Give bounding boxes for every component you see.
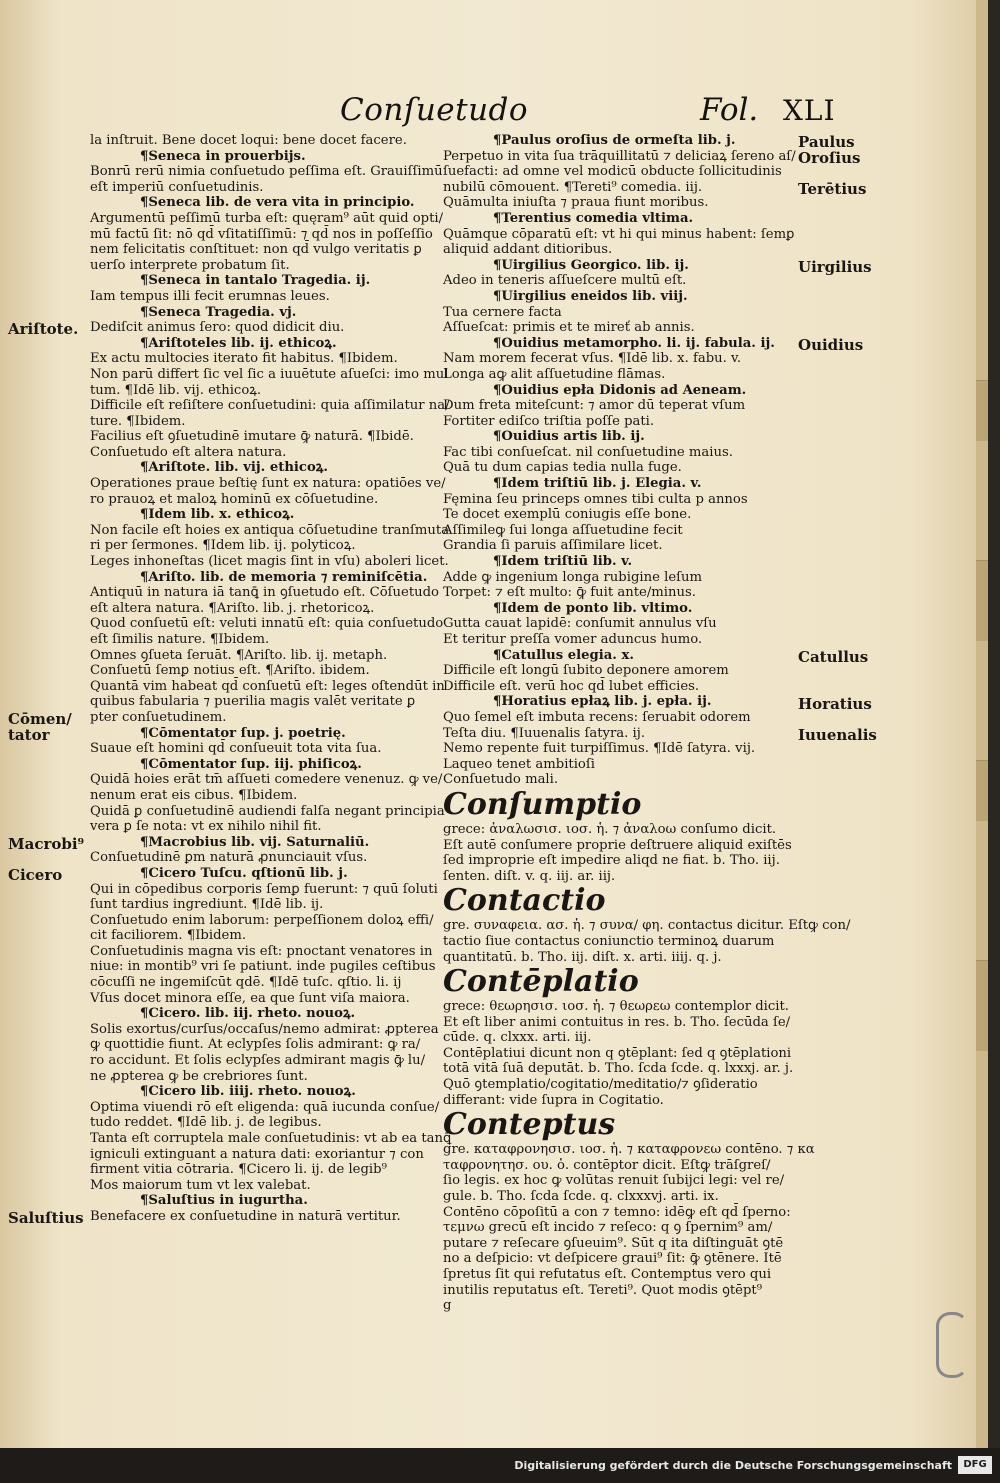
citation-heading: ¶Terentius comedia vltima.	[493, 210, 694, 226]
text-line: gre. συναφεια. ασ. ἡ. ⁊ συνα/ φη. contactus dicitur. Eſtꝙ con/	[443, 918, 851, 934]
text-line: Te docet exemplū coniugis eſſe bone.	[443, 507, 692, 523]
text-line: Torpet: ⁊ eſt multo: ꝙ̄ fuit ante/minus.	[443, 585, 696, 601]
text-line: Dediſcit animus ſero: quod didicit diu.	[90, 320, 345, 336]
citation-heading: ¶Macrobius lib. vij. Saturnaliū.	[140, 834, 370, 850]
text-line: tum. ¶Idē lib. vij. ethicoꝝ.	[90, 382, 262, 398]
text-line: Vſus docet minora eſſe, ea que ſunt viſa maiora.	[90, 990, 410, 1006]
text-line: Ex actu multocies iterato fit habitus. ¶Ibidem.	[90, 351, 398, 367]
right-margin-note: Iuuenalis	[798, 725, 877, 744]
text-line: ne ꝓpterea ꝙ be crebriores ſunt.	[90, 1068, 308, 1084]
running-header	[0, 92, 988, 132]
text-line: ſpretus ſit qui refutatus eſt. Contemptus vero qui	[443, 1267, 772, 1282]
left-margin-note: tator	[8, 725, 50, 744]
text-line: cūde. q. clxxx. arti. iij.	[443, 1030, 592, 1046]
left-margin-note: Saluſtius	[8, 1209, 84, 1228]
text-line: Longa aꝙ alit aſſuetudine flāmas.	[443, 366, 666, 382]
text-line: Quidā ꝑ conſuetudinē audiendi falſa negant principia	[90, 803, 445, 819]
text-line: grece: ἀναλωσισ. ιοσ. ἡ. ⁊ ἀναλοω conſumo dicit.	[443, 821, 777, 837]
lemma-heading: Conteptus	[443, 1107, 616, 1143]
text-line: eſt altera natura. ¶Ariſto. lib. j. rhetoricoꝝ.	[90, 600, 375, 616]
citation-heading: ¶Ariſtote. lib. vij. ethicoꝝ.	[140, 460, 328, 476]
citation-heading: ¶Cōmentator ſup. j. poetrię.	[140, 725, 346, 741]
text-line: igniculi extinguant a natura dati: exoriantur ⁊ con	[90, 1146, 424, 1162]
text-line: Fęmina ſeu princeps omnes tibi culta p annos	[443, 491, 748, 507]
citation-heading: ¶Seneca in prouerbijs.	[140, 148, 306, 164]
text-line: Mos maiorum tum vt lex valebat.	[90, 1177, 311, 1193]
text-line: Argumentū peſſimū turba eſt: quęram⁹ aūt quid opti/	[90, 210, 444, 226]
citation-heading: ¶Cicero. lib. iij. rheto. nouoꝝ.	[140, 1006, 356, 1022]
text-line: mū factū ſit: nō qd̄ vſitatiſſimū: ⁊ qd̄ nos in poſſeſſio	[90, 226, 433, 242]
citation-heading: ¶Catullus elegia. x.	[493, 647, 634, 663]
folio-label: Fol.	[700, 92, 759, 128]
text-line: Aſſueſcat: primis et te mireť ab annis.	[443, 320, 695, 336]
text-line: putare ⁊ reſecare ꝯſueuim⁹. Sūt q ita diſtinguāt ꝯtē	[443, 1235, 784, 1251]
lemma-heading: Contactio	[443, 883, 606, 919]
right-margin-note: Ouidius	[798, 335, 864, 354]
text-line: Conſuetudo enim laborum: perpeſſionem doloꝝ effi/	[90, 912, 434, 928]
text-line: nubilū cōmouent. ¶Tereti⁹ comedia. iij.	[443, 179, 703, 195]
citation-heading: ¶Uirgilius Georgico. lib. ij.	[493, 257, 689, 273]
citation-heading: ¶Ouidius metamorpho. li. ij. fabula. ij.	[493, 335, 775, 351]
text-line: Et teritur preſſa vomer aduncus humo.	[443, 632, 703, 647]
text-line: Solis exortus/curſus/occaſus/nemo admirat: ꝓpterea	[90, 1021, 439, 1037]
page-edge	[976, 0, 988, 1448]
right-margin-note: Catullus	[798, 647, 869, 666]
text-line: τεμνω grecū eſt incido ⁊ reſeco: q ꝯ ſpernim⁹ am/	[443, 1220, 773, 1236]
lemma-heading: Conſumptio	[443, 786, 642, 822]
text-line: Dum freta miteſcunt: ⁊ amor dū teperat vſum	[443, 398, 746, 414]
footer-credit: Digitalisierung gefördert durch die Deutsche Forschungsgemeinschaft	[514, 1459, 952, 1472]
text-line: Tua cernere facta	[443, 304, 562, 320]
text-line: ro prauoꝝ et maloꝝ hominū ex cōſuetudine.	[90, 491, 379, 507]
text-line: Conſuetudo mali.	[443, 772, 559, 788]
text-line: cōcuſſi ne ingemiſcūt qdē. ¶Idē tuſc. qſtio. li. ij	[90, 975, 402, 991]
citation-heading: ¶Idem triſtiū lib. v.	[493, 554, 633, 570]
right-margin-note: Oroſius	[798, 148, 861, 167]
text-line: grece: θεωρησισ. ιοσ. ἡ. ⁊ θεωρεω contemplor dicit.	[443, 999, 789, 1015]
text-line: totā vitā ſuā deputāt. b. Tho. ſcda ſcde. q. lxxxj. ar. j.	[443, 1061, 794, 1077]
text-line: Qui in cōpedibus corporis ſemꝑ fuerunt: ⁊ quū ſoluti	[90, 881, 438, 897]
right-margin-note: Terētius	[798, 179, 867, 198]
citation-heading: ¶Idem lib. x. ethicoꝝ.	[140, 507, 295, 523]
text-line: ture. ¶Ibidem.	[90, 413, 186, 429]
text-line: nenum erat eis cibus. ¶Ibidem.	[90, 787, 298, 803]
footer-bar	[0, 1448, 1000, 1483]
text-line: ri per ſermones. ¶Idem lib. ij. polyticoꝝ.	[90, 538, 356, 554]
text-line: Non parū differt ſic vel ſic a iuuētute aſueſci: imo mul	[90, 366, 449, 382]
text-line: Laqueo tenet ambitioſi	[443, 756, 595, 772]
citation-heading: ¶Ouidius artis lib. ij.	[493, 429, 645, 445]
text-line: ſenten. diſt. v. q. iij. ar. iij.	[443, 868, 616, 884]
text-line: Quo ſemel eſt imbuta recens: ſeruabit odorem	[443, 709, 751, 725]
left-margin-note: Cicero	[8, 866, 63, 885]
text-line: ſuefacti: ad omne vel modicū obducte ſollicitudinis	[443, 164, 782, 180]
text-line: Bonrū rerū nimia conſuetudo peſſima eſt. Grauiſſimū	[90, 164, 443, 180]
text-line: Iam tempus illi fecit erumnas leues.	[90, 288, 330, 304]
text-line: no a deſpicio: vt deſpicere graui⁹ ſit: ꝙ̄ ꝯtēnere. Itē	[443, 1251, 782, 1267]
text-line: Et eſt liber animi contuitus in res. b. Tho. ſecūda ſe/	[443, 1014, 791, 1030]
header-title: Conſuetudo	[340, 92, 529, 128]
text-line: Conſuetudinē ꝑm naturā ꝓnunciauit vſus.	[90, 850, 368, 866]
text-line: Quāmulta iniuſta ⁊ praua fiunt moribus.	[443, 195, 709, 211]
text-line: Facilius eſt ꝯſuetudinē imutare ꝙ̄ naturā. ¶Ibidē.	[90, 429, 414, 445]
text-line: Optima viuendi rō eſt eligenda: quā iucunda conſue/	[90, 1099, 440, 1115]
citation-heading: ¶Cicero lib. iiij. rheto. nouoꝝ.	[140, 1084, 356, 1100]
citation-heading: ¶Ariſto. lib. de memoria ⁊ reminiſcētia.	[140, 569, 428, 585]
text-line: Adeo in teneris aſſueſcere multū eſt.	[443, 273, 687, 289]
text-line: ταφρονητησ. ου. ὁ. contēptor dicit. Eſtꝙ trāſgreſ/	[443, 1157, 771, 1173]
text-line: Difficile eſt longū ſubito deponere amorem	[443, 663, 729, 679]
text-line: Grandia ſi paruis aſſimilare licet.	[443, 538, 663, 554]
text-line: la inſtruit. Bene docet loqui: bene docet facere.	[90, 133, 407, 148]
text-line: Quidā hoies erāt tm̄ aſſueti comedere venenuz. ꝙ ve/	[90, 772, 443, 788]
text-line: Antiquū in natura iā tanꝗ̄ in ꝯſuetudo eſt. Cōſuetudo	[90, 585, 439, 601]
text-line: Conſuetudinis magna vis eſt: pnoctant venatores in	[90, 943, 433, 959]
text-line: Suaue eſt homini qd̄ conſueuit tota vita ſua.	[90, 741, 382, 757]
citation-heading: ¶Cōmentator ſup. iij. phiſicoꝝ.	[140, 756, 362, 772]
dfg-logo: DFG	[958, 1456, 992, 1474]
text-line: Eſt autē conſumere proprie deſtruere aliquid exiſtēs	[443, 837, 792, 853]
citation-heading: ¶Idem de ponto lib. vltimo.	[493, 600, 693, 616]
text-line: ſunt tardius ingrediunt. ¶Idē lib. ij.	[90, 897, 324, 913]
text-line: gule. b. Tho. ſcda ſcde. q. clxxxvj. arti. ix.	[443, 1189, 719, 1205]
text-line: g	[443, 1298, 452, 1314]
citation-heading: ¶Seneca lib. de vera vita in principio.	[140, 195, 415, 211]
text-line: Adde ꝙ ingenium longa rubigine leſum	[443, 569, 703, 585]
left-column	[90, 133, 452, 1225]
text-line: Benefacere ex conſuetudine in naturā vertitur.	[90, 1208, 401, 1224]
edge-tab	[976, 960, 988, 1051]
text-line: Difficile eſt. verū hoc qd̄ lubet efficies.	[443, 678, 700, 694]
text-line: ꝙ quottidie fiunt. At eclypſes ſolis admirant: ꝙ ra/	[90, 1037, 421, 1053]
text-line: eſt imperiū conſuetudinis.	[90, 179, 264, 195]
text-line: Nam morem fecerat vſus. ¶Idē lib. x. fabu. v.	[443, 351, 742, 367]
text-line: differant: vide ſupra in Cogitatio.	[443, 1092, 664, 1108]
text-line: tudo reddet. ¶Idē lib. j. de legibus.	[90, 1115, 322, 1131]
text-line: pter conſuetudinem.	[90, 709, 227, 725]
text-line: Perpetuo in vita ſua trāquillitatū ⁊ deliciaꝝ ſereno aſ/	[443, 148, 796, 164]
text-line: Teſta diu. ¶Iuuenalis ſatyra. ij.	[443, 725, 646, 741]
citation-heading: ¶Cicero Tuſcu. qſtionū lib. j.	[140, 865, 348, 881]
text-line: cit faciliorem. ¶Ibidem.	[90, 928, 247, 944]
text-line: tactio ſiue contactus coniunctio terminoꝝ duarum	[443, 933, 775, 949]
text-line: uerſo interprete probatum ſit.	[90, 257, 290, 273]
text-line: Fac tibi conſueſcat. nil conſuetudine maius.	[443, 444, 733, 460]
text-line: Conſuetudo eſt altera natura.	[90, 444, 287, 460]
text-line: Tanta eſt corruptela male conſuetudinis: vt ab ea tanꝗ̄	[90, 1131, 452, 1146]
citation-heading: ¶Ouidius epła Didonis ad Aeneam.	[493, 382, 747, 398]
text-line: Operationes praue beſtię ſunt ex natura: opatiōes ve/	[90, 476, 446, 492]
right-margin-note: Paulus	[798, 133, 855, 151]
text-line: quantitatū. b. Tho. iij. diſt. x. arti. iiij. q. j.	[443, 949, 722, 965]
folio-number: XLI	[783, 94, 836, 127]
citation-heading: ¶Horatius epłaꝝ lib. j. epła. ij.	[493, 694, 712, 710]
text-line: Leges inhoneſtas (licet magis ſint in vſu) aboleri licet.	[90, 554, 449, 570]
citation-heading: ¶Idem triſtiū lib. j. Elegia. v.	[493, 476, 702, 492]
right-margin-note: Uirgilius	[798, 257, 872, 276]
text-line: ſed improprie eſt impedire aliqd ne fiat. b. Tho. iij.	[443, 853, 780, 869]
edge-tab	[976, 380, 988, 441]
text-line: nem felicitatis conſtituet: non qd̄ vulgo veritatis ꝑ	[90, 242, 422, 258]
text-line: ſio legis. ex hoc ꝙ volūtas renuit ſubijci legi: vel re/	[443, 1173, 785, 1189]
text-line: gre. καταφρονησισ. ιοσ. ἡ. ⁊ καταφρονεω contēno. ⁊ κα	[443, 1142, 815, 1158]
right-margin-note: Horatius	[798, 694, 872, 713]
left-margin-note: Macrobi⁹	[8, 835, 85, 853]
lemma-heading: Contēplatio	[443, 964, 639, 1000]
text-line: Quantā vim habeat qd̄ conſuetū eſt: leges oſtendūt in	[90, 678, 445, 694]
text-line: aliquid addant ditioribus.	[443, 242, 613, 258]
text-line: inutilis reputatus eſt. Tereti⁹. Quot modis ꝯtēpt⁹	[443, 1282, 762, 1298]
left-margin-note: Ariſtote.	[8, 320, 79, 339]
text-line: Quō ꝯtemplatio/cogitatio/meditatio/⁊ ꝯſideratio	[443, 1077, 758, 1093]
text-line: Nemo repente fuit turpiſſimus. ¶Idē ſatyra. vij.	[443, 741, 756, 757]
citation-heading: ¶Saluſtius in iugurtha.	[140, 1193, 308, 1209]
text-line: Quod conſuetū eſt: veluti innatū eſt: quia conſuetudo	[90, 616, 444, 632]
text-line: niue: in montib⁹ vri ſe patiunt. inde pugiles ceſtibus	[90, 959, 436, 975]
citation-heading: ¶Ariſtoteles lib. ij. ethicoꝝ.	[140, 335, 337, 351]
text-line: Fortiter ediſco triſtia poſſe pati.	[443, 413, 655, 429]
text-line: vera ꝑ ſe nota: vt ex nihilo nihil fit.	[90, 819, 322, 835]
text-line: Quāmque cōparatū eſt: vt hi qui minus habent: ſemꝑ	[443, 226, 795, 242]
text-line: quibus fabularia ⁊ puerilia magis valēt veritate ꝑ	[90, 694, 416, 710]
text-line: Aſſimileꝙ ſui longa aſſuetudine fecit	[443, 522, 683, 538]
binding-ring	[936, 1312, 968, 1378]
citation-heading: ¶Seneca Tragedia. vj.	[140, 304, 297, 320]
text-line: Omnes ꝯſueta ſeruāt. ¶Ariſto. lib. ij. metaph.	[90, 647, 388, 663]
text-line: Non facile eſt hoies ex antiqua cōſuetudine tranſmuta	[90, 522, 450, 538]
citation-heading: ¶Seneca in tantalo Tragedia. ij.	[140, 273, 371, 289]
citation-heading: ¶Uirgilius eneidos lib. viij.	[493, 288, 688, 304]
text-line: firment vitia cōtraria. ¶Cicero li. ij. de legib⁹	[90, 1162, 387, 1178]
text-line: Gutta cauat lapidē: conſumit annulus vſu	[443, 616, 717, 632]
text-line: Contēno cōpoſitū a con ⁊ temno: idēꝙ eſt qd̄ ſperno:	[443, 1204, 791, 1220]
text-line: Contēplatiui dicunt non q ꝯtēplant: ſed q ꝯtēplationi	[443, 1045, 792, 1061]
text-line: Difficile eſt reſiſtere conſuetudini: quia aſſimilatur na/	[90, 398, 450, 414]
left-margin-note: Cōmen/	[8, 710, 72, 729]
text-line: ro accidunt. Et ſolis eclypſes admirant magis ꝙ̄ lu/	[90, 1053, 426, 1069]
text-line: Conſuetū ſemꝑ notius eſt. ¶Ariſto. ibidem.	[90, 663, 370, 679]
edge-tab	[976, 760, 988, 821]
edge-tab	[976, 560, 988, 641]
text-line: eſt ſimilis nature. ¶Ibidem.	[90, 632, 270, 647]
text-line: Quā tu dum capias tedia nulla fuge.	[443, 460, 682, 476]
citation-heading: ¶Paulus oroſius de ormeſta lib. j.	[493, 133, 736, 148]
